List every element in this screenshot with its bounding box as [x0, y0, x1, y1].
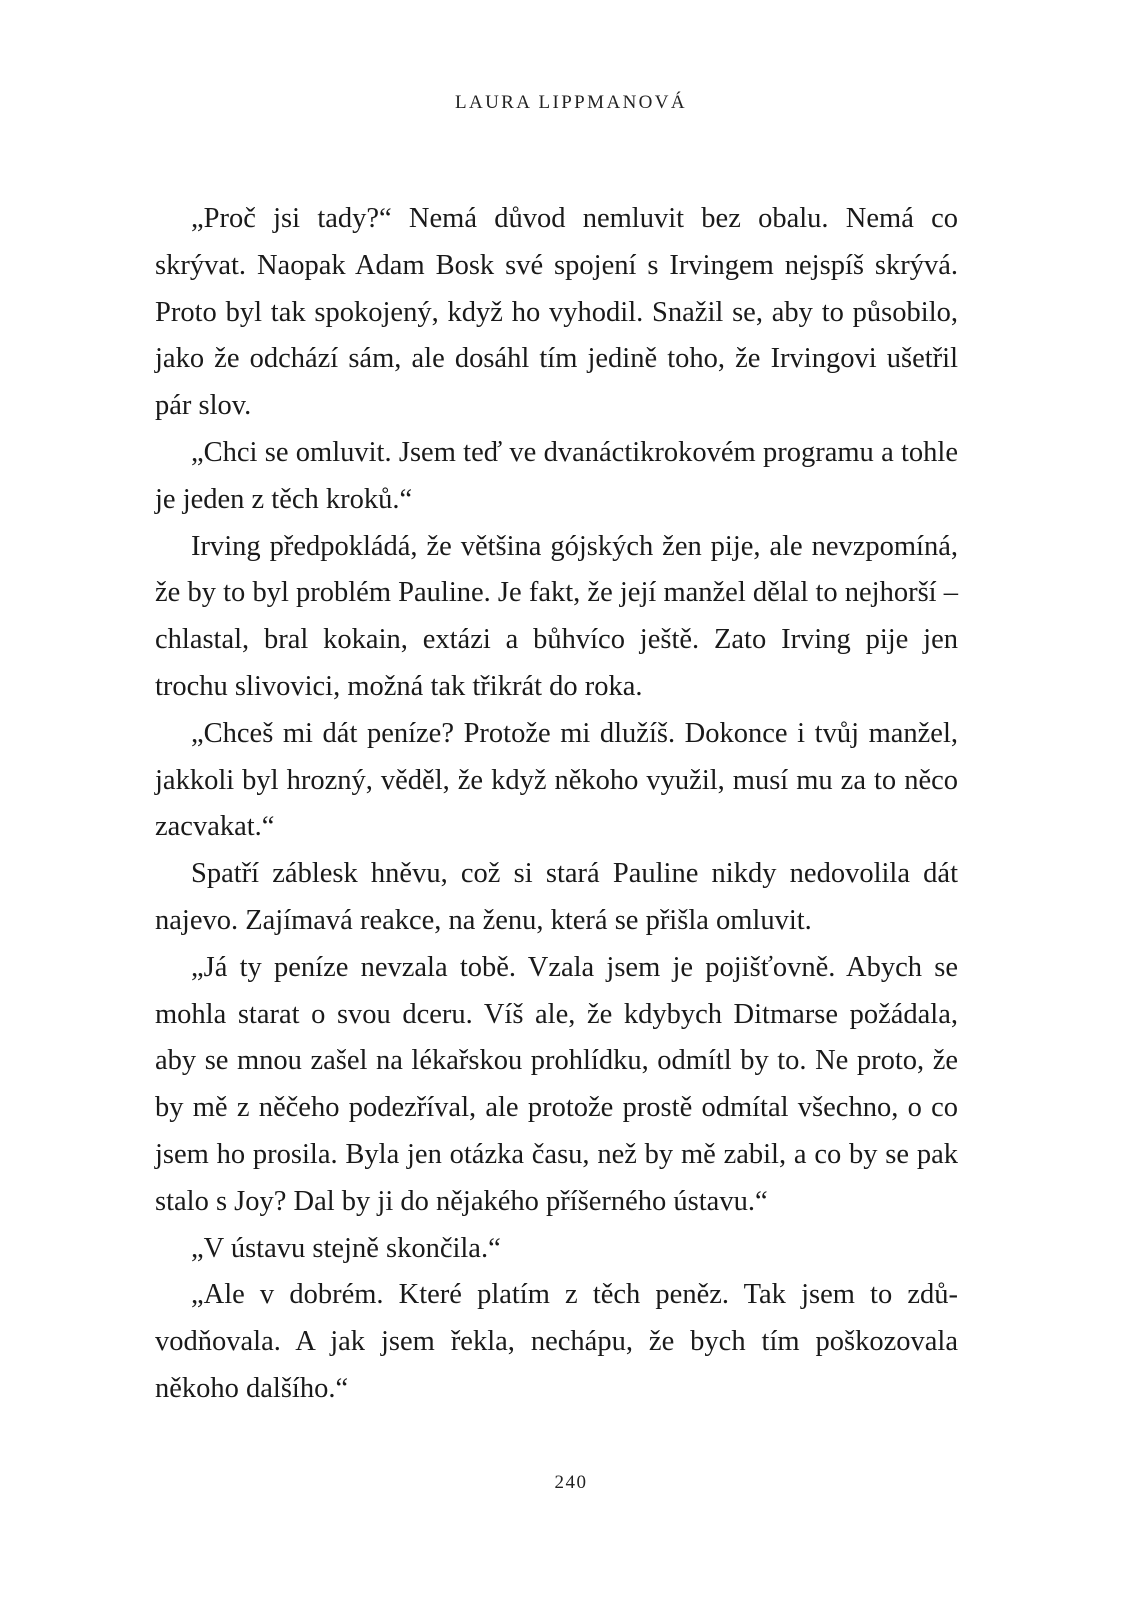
- running-head: LAURA LIPPMANOVÁ: [454, 92, 688, 113]
- page-number: 240: [554, 1472, 588, 1493]
- paragraph: „Ale v dobrém. Které platím z těch peněz. Tak jsem to zdůvodňovala. A jak jsem řekla, nechápu, že bych tím poškozovala někoho dalšího.“: [155, 1279, 958, 1404]
- paragraph: „Já ty peníze nevzala tobě. Vzala jsem je pojišťovně. Abych se mohla starat o svou dceru. Víš ale, že kdybych Ditmarse požádala, aby se mnou zašel na lékařskou prohlídku, odmítl by to. Ne proto, že by mě z něčeho podezříval, ale protože prostě odmítal všechno, o co jsem ho prosila. Byla jen otázka času, než by mě zabil, a co by se pak stalo s Joy? Dal by ji do nějakého příšerného ústavu.“: [155, 951, 958, 1217]
- paragraph: Spatří záblesk hněvu, což si stará Pauline nikdy nedovolila dát najevo. Zajímavá reakce, na ženu, která se přišla omluvit.: [155, 858, 958, 936]
- paragraph: „Chceš mi dát peníze? Protože mi dlužíš. Dokonce i tvůj manžel, jakkoli byl hrozný, věděl, že když někoho využil, musí mu za to něco zacvakat.“: [155, 717, 958, 843]
- paragraph: „Chci se omluvit. Jsem teď ve dvanáctikrokovém programu a tohle je jeden z těch kroků.“: [155, 436, 958, 515]
- body-text: [155, 196, 958, 1413]
- paragraph: Irving předpokládá, že většina gójských žen pije, ale nevzpomíná, že by to byl problém Pauline. Je fakt, že její manžel dělal to nejhorší – chlastal, bral kokain, extázi a bůhvíco ještě. Zato Irving pije jen trochu slivovici, možná tak třikrát do roka.: [155, 530, 958, 702]
- paragraph: „V ústavu stejně skončila.“: [191, 1232, 501, 1264]
- paragraph: „Proč jsi tady?“ Nemá důvod nemluvit bez obalu. Nemá co skrývat. Naopak Adam Bosk své spojení s Irvingem nejspíš skrývá. Proto byl tak spokojený, když ho vyhodil. Snažil se, aby to působilo, jako že odchází sám, ale dosáhl tím jedině toho, že Irvingovi ušetřil pár slov.: [155, 203, 958, 422]
